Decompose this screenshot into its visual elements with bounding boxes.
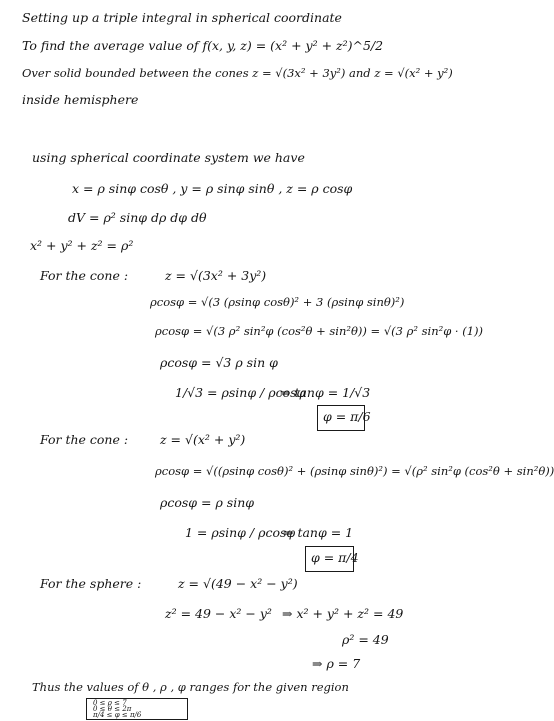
coords-eq-1: x = ρ sinφ cosθ , y = ρ sinφ sinθ , z = ρ cosφ bbox=[72, 181, 353, 196]
sphere-eq-4: ⇒ ρ = 7 bbox=[312, 656, 361, 671]
cone1-eq-5-left: 1/√3 = ρsinφ / ρcosφ bbox=[175, 385, 306, 400]
coords-heading: using spherical coordinate system we have bbox=[32, 150, 305, 165]
intro-line-4: inside hemisphere bbox=[22, 92, 139, 107]
cone2-label: For the cone : bbox=[40, 432, 129, 447]
cone2-eq-2: ρcosφ = √((ρsinφ cosθ)² + (ρsinφ sinθ)²) = √(ρ² sin²φ (cos²θ + sin²θ)) bbox=[155, 464, 554, 478]
sphere-eq-3: ρ² = 49 bbox=[342, 632, 389, 647]
cone1-eq-1: z = √(3x² + 3y²) bbox=[165, 268, 267, 283]
range-theta: 0 ≤ θ ≤ 2π bbox=[93, 705, 132, 713]
cone1-eq-3: ρcosφ = √(3 ρ² sin²φ (cos²θ + sin²θ)) = √(3 ρ² sin²φ · (1)) bbox=[155, 324, 484, 338]
sphere-eq-2-right: ⇒ x² + y² + z² = 49 bbox=[282, 606, 404, 621]
sphere-eq-1: z = √(49 − x² − y²) bbox=[178, 576, 298, 591]
cone2-eq-4-left: 1 = ρsinφ / ρcosφ bbox=[185, 525, 296, 540]
intro-line-3: Over solid bounded between the cones z = √(3x² + 3y²) and z = √(x² + y²) bbox=[22, 66, 453, 80]
cone2-eq-3: ρcosφ = ρ sinφ bbox=[160, 495, 255, 510]
cone2-eq-1: z = √(x² + y²) bbox=[160, 432, 246, 447]
cone1-eq-4: ρcosφ = √3 ρ sin φ bbox=[160, 355, 278, 370]
cone1-result: φ = π/6 bbox=[323, 409, 371, 424]
cone2-result: φ = π/4 bbox=[311, 550, 359, 565]
coords-eq-2: dV = ρ² sinφ dρ dφ dθ bbox=[68, 210, 207, 225]
cone1-label: For the cone : bbox=[40, 268, 129, 283]
coords-eq-3: x² + y² + z² = ρ² bbox=[30, 238, 134, 253]
cone1-eq-2: ρcosφ = √(3 (ρsinφ cosθ)² + 3 (ρsinφ sinθ)²) bbox=[150, 295, 405, 309]
sphere-eq-2-left: z² = 49 − x² − y² bbox=[165, 606, 272, 621]
intro-line-1: Setting up a triple integral in spherical coordinate bbox=[22, 10, 342, 25]
final-ranges-box bbox=[86, 698, 188, 720]
range-rho: 0 ≤ ρ ≤ 7 bbox=[93, 699, 127, 707]
sphere-label: For the sphere : bbox=[40, 576, 142, 591]
conclusion-text: Thus the values of θ , ρ , φ ranges for the given region bbox=[32, 680, 349, 694]
cone2-eq-4-right: ⇒ tanφ = 1 bbox=[283, 525, 354, 540]
intro-line-2: To find the average value of f(x, y, z) = (x² + y² + z²)^5/2 bbox=[22, 38, 384, 53]
cone1-eq-5-right: ⇒ tanφ = 1/√3 bbox=[280, 385, 371, 400]
range-phi: π/4 ≤ φ ≤ π/6 bbox=[93, 711, 142, 719]
